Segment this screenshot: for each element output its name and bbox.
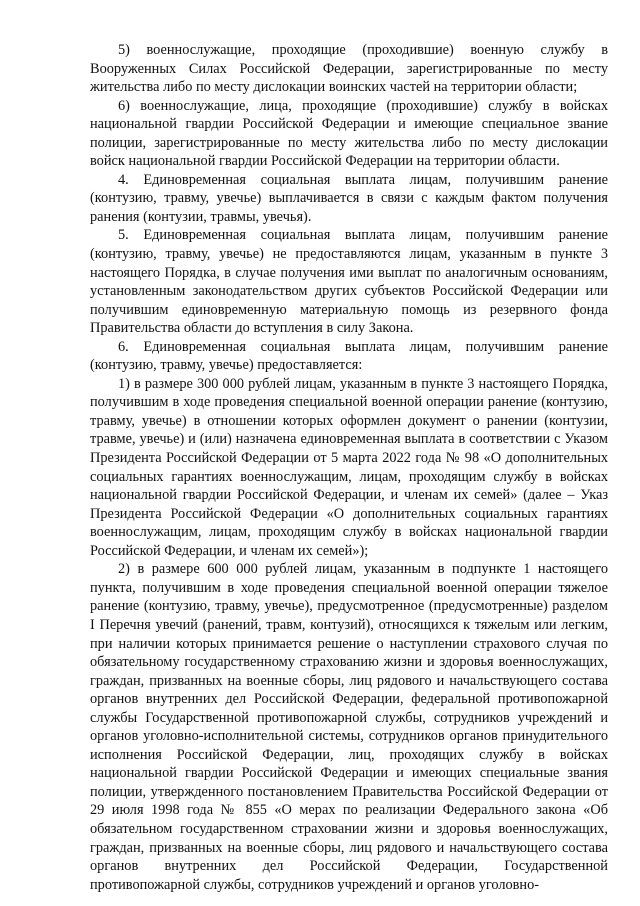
- paragraph-point-5: 5. Единовременная социальная выплата лицам, получившим ранение (контузию, травму, увечье) не предоставляются лицам, указанным в пункте 3 настоящего Порядка, в случае получения ими выплат по аналогичным основаниям, установленным законодательством других субъектов Российской Федерации или получившим единовременную материальную помощь из резервного фонда Правительства области до вступления в силу Закона.: [90, 227, 608, 337]
- paragraph-item-5-military: 5) военнослужащие, проходящие (проходившие) военную службу в Вооруженных Силах Российской Федерации, зарегистрированные по месту жительства либо по месту дислокации воинских частей на территории области;: [90, 42, 608, 96]
- paragraph-subpoint-2: 2) в размере 600 000 рублей лицам, указанным в подпункте 1 настоящего пункта, получившим в ходе проведения специальной военной операции тяжелое ранение (контузию, травму, увечье), предусмотренное (предусмотренные) разделом I Перечня увечий (ранений, травм, контузий), относящихся к тяжелым или легким, при наличии которых принимается решение о наступлении страхового случая по обязательному государственному страхованию жизни и здоровья военнослужащих, граждан, призванных на военные сборы, лиц рядового и начальствующего состава органов внутренних дел Российской Федерации, федеральной противопожарной службы Государственной противопожарной службы, сотрудников учреждений и органов уголовно-исполнительной системы, сотрудников органов принудительного исполнения Российской Федерации, лиц, проходящих службу в войсках национальной гвардии Российской Федерации и имеющих специальные звания полиции, утвержденного постановлением Правительства Российской Федерации от 29 июля 1998 года № 855 «О мерах по реализации Федерального закона «Об обязательном государственном страховании жизни и здоровья военнослужащих, граждан, призванных на военные сборы, лиц рядового и начальствующего состава органов внутренних дел Российской Федерации, Государственной противопожарной службы, сотрудников учреждений и органов уголовно-: [90, 561, 608, 893]
- paragraph-point-4: 4. Единовременная социальная выплата лицам, получившим ранение (контузию, травму, увечье) выплачивается в связи с каждым фактом получения ранения (контузии, травмы, увечья).: [90, 171, 608, 225]
- paragraph-item-6-national-guard: 6) военнослужащие, лица, проходящие (проходившие) службу в войсках национальной гвардии Российской Федерации и имеющие специальное звание полиции, зарегистрированные по месту жительства либо по месту дислокации войск национальной гвардии Российской Федерации на территории области.: [90, 97, 608, 170]
- paragraph-subpoint-1: 1) в размере 300 000 рублей лицам, указанным в пункте 3 настоящего Порядка, получившим в ходе проведения специальной военной операции ранение (контузию, травму, увечье) в отношении которых оформлен документ о ранении (контузии, травме, увечье) и (или) назначена единовременная выплата в соответствии с Указом Президента Российской Федерации от 5 марта 2022 года № 98 «О дополнительных социальных гарантиях военнослужащим, лицам, проходящим службу в войсках национальной гвардии Российской Федерации, и членам их семей» (далее – Указ Президента Российской Федерации «О дополнительных социальных гарантиях военнослужащим, лицам, проходящим службу в войсках национальной гвардии Российской Федерации, и членам их семей»);: [90, 375, 608, 559]
- paragraph-point-6: 6. Единовременная социальная выплата лицам, получившим ранение (контузию, травму, увечье) предоставляется:: [90, 338, 608, 374]
